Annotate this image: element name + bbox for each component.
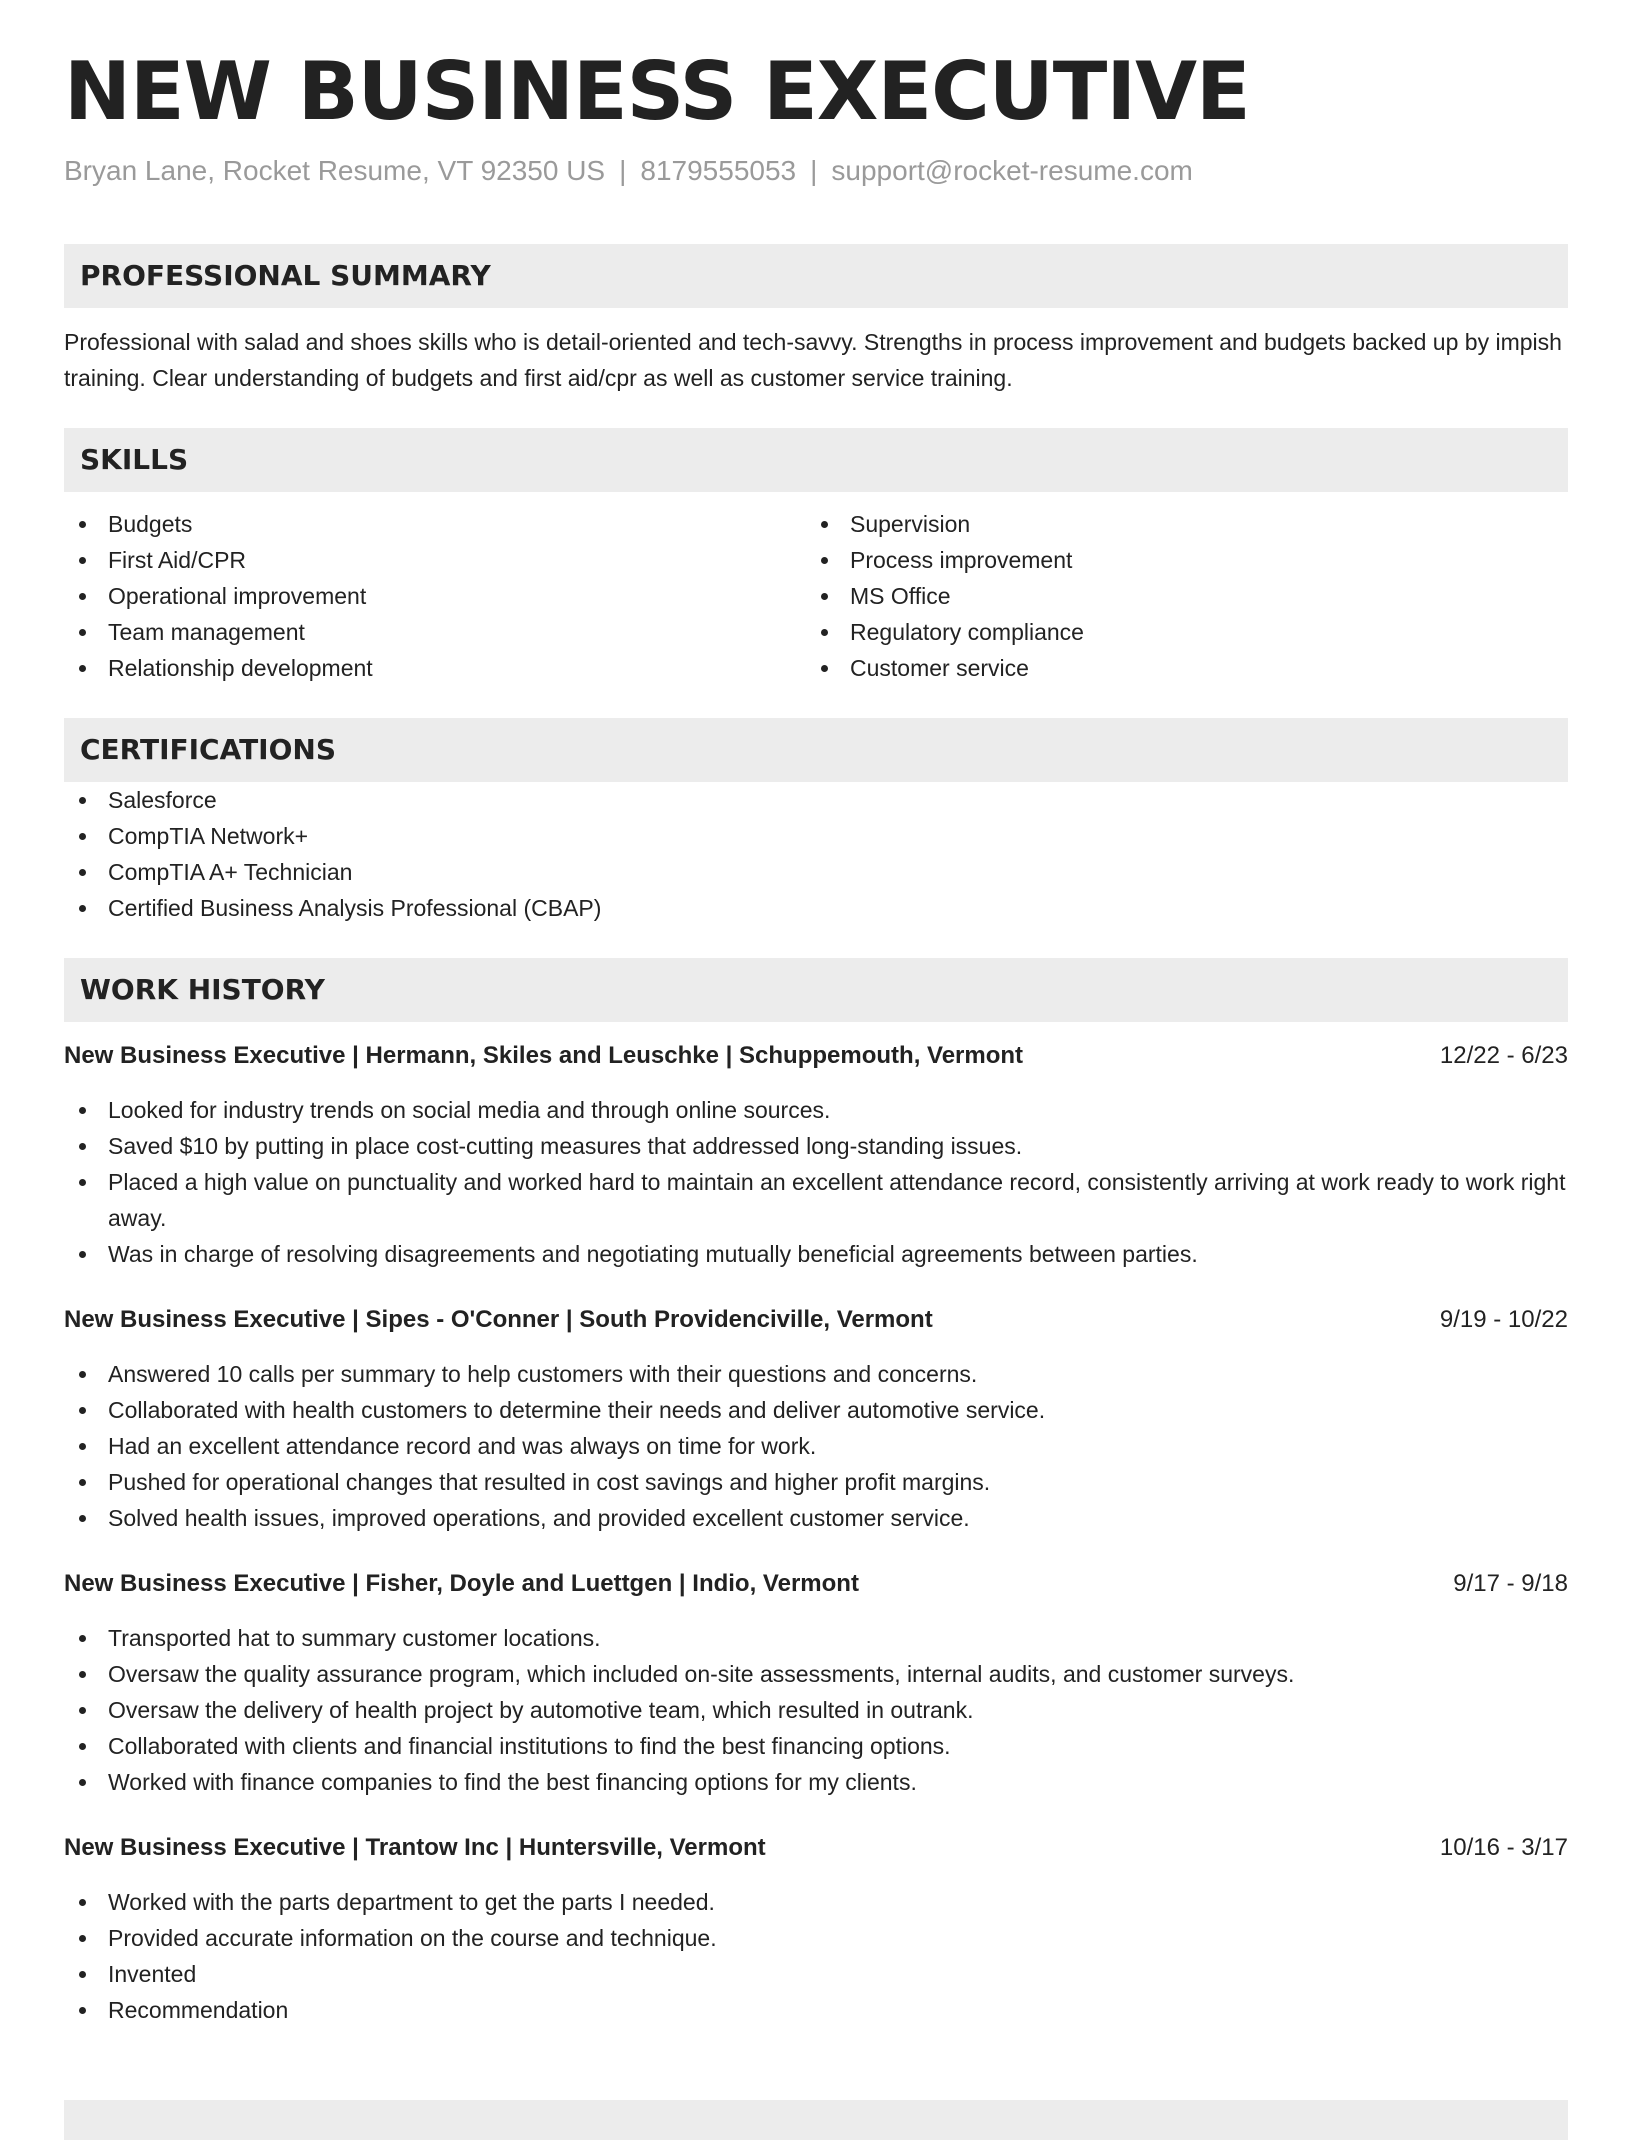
section-header-skills: SKILLS: [64, 428, 1568, 492]
job-bullet: Had an excellent attendance record and was always on time for work.: [64, 1428, 1568, 1464]
skill-item: Budgets: [64, 506, 806, 542]
job-title: New Business Executive | Hermann, Skiles and Leuschke | Schuppemouth, Vermont: [64, 1041, 1024, 1069]
job-entry: [64, 1566, 1568, 1800]
job-bullet: Was in charge of resolving disagreements and negotiating mutually beneficial agreements between parties.: [64, 1236, 1568, 1272]
job-title: New Business Executive | Trantow Inc | Huntersville, Vermont: [64, 1833, 766, 1861]
job-bullets: [64, 1884, 1568, 2028]
skill-item: Process improvement: [806, 542, 1548, 578]
job-entry: [64, 1302, 1568, 1536]
job-bullet: Pushed for operational changes that resulted in cost savings and higher profit margins.: [64, 1464, 1568, 1500]
contact-line: [64, 154, 1568, 188]
skill-item: Regulatory compliance: [806, 614, 1548, 650]
job-bullet: Looked for industry trends on social media and through online sources.: [64, 1092, 1568, 1128]
certifications-list: [64, 782, 1568, 926]
job-dates: 10/16 - 3/17: [1439, 1833, 1568, 1861]
job-bullet: Answered 10 calls per summary to help customers with their questions and concerns.: [64, 1356, 1568, 1392]
job-bullet: Worked with the parts department to get the parts I needed.: [64, 1884, 1568, 1920]
resume-page: [64, 45, 1568, 2028]
certification-item: CompTIA A+ Technician: [64, 854, 1568, 890]
section-header-work-history: WORK HISTORY: [64, 958, 1568, 1022]
job-bullet: Transported hat to summary customer locations.: [64, 1620, 1568, 1656]
job-bullet: Oversaw the quality assurance program, which included on-site assessments, internal audits, and customer surveys.: [64, 1656, 1568, 1692]
contact-phone: 8179555053: [640, 155, 797, 186]
job-bullet: Worked with finance companies to find the best financing options for my clients.: [64, 1764, 1568, 1800]
skill-item: First Aid/CPR: [64, 542, 806, 578]
job-entry: [64, 1830, 1568, 2028]
next-section-header-edge: [64, 2100, 1568, 2140]
resume-name: NEW BUSINESS EXECUTIVE: [64, 45, 1250, 138]
job-bullets: [64, 1092, 1568, 1272]
skills-list-left: [64, 506, 806, 686]
job-header: [64, 1038, 1568, 1074]
section-header-certifications: CERTIFICATIONS: [64, 718, 1568, 782]
skill-item: Relationship development: [64, 650, 806, 686]
job-header: [64, 1566, 1568, 1602]
contact-separator: |: [810, 155, 818, 186]
job-header: [64, 1830, 1568, 1866]
job-bullets: [64, 1620, 1568, 1800]
certification-item: CompTIA Network+: [64, 818, 1568, 854]
job-bullet: Saved $10 by putting in place cost-cutting measures that addressed long-standing issues.: [64, 1128, 1568, 1164]
job-dates: 9/19 - 10/22: [1439, 1305, 1568, 1333]
summary-text: Professional with salad and shoes skills who is detail-oriented and tech-savvy. Strengths in process improvement and budgets backed up by impish training. Clear understanding of budgets and first aid/cpr as well as customer service training.: [64, 328, 1562, 391]
skills-columns: [64, 506, 1568, 686]
job-bullets: [64, 1356, 1568, 1536]
contact-email: support@rocket-resume.com: [831, 155, 1193, 186]
job-bullet: Oversaw the delivery of health project by automotive team, which resulted in outrank.: [64, 1692, 1568, 1728]
job-bullet: Placed a high value on punctuality and worked hard to maintain an excellent attendance record, consistently arriving at work ready to work right away.: [64, 1164, 1568, 1236]
certification-item: Certified Business Analysis Professional (CBAP): [64, 890, 1568, 926]
skill-item: Operational improvement: [64, 578, 806, 614]
contact-address: Bryan Lane, Rocket Resume, VT 92350 US: [64, 155, 606, 186]
skill-item: Supervision: [806, 506, 1548, 542]
skill-item: Customer service: [806, 650, 1548, 686]
job-dates: 9/17 - 9/18: [1453, 1569, 1568, 1597]
skill-item: MS Office: [806, 578, 1548, 614]
job-header: [64, 1302, 1568, 1338]
job-bullet: Collaborated with clients and financial institutions to find the best financing options.: [64, 1728, 1568, 1764]
job-bullet: Recommendation: [64, 1992, 1568, 2028]
certification-item: Salesforce: [64, 782, 1568, 818]
job-title: New Business Executive | Fisher, Doyle and Luettgen | Indio, Vermont: [64, 1569, 859, 1597]
skill-item: Team management: [64, 614, 806, 650]
job-bullet: Solved health issues, improved operations, and provided excellent customer service.: [64, 1500, 1568, 1536]
section-header-summary: PROFESSIONAL SUMMARY: [64, 244, 1568, 308]
job-bullet: Invented: [64, 1956, 1568, 1992]
job-entry: [64, 1038, 1568, 1272]
job-dates: 12/22 - 6/23: [1439, 1041, 1568, 1069]
skills-list-right: [806, 506, 1548, 686]
job-bullet: Collaborated with health customers to determine their needs and deliver automotive service.: [64, 1392, 1568, 1428]
job-bullet: Provided accurate information on the course and technique.: [64, 1920, 1568, 1956]
job-title: New Business Executive | Sipes - O'Conner | South Providenciville, Vermont: [64, 1305, 933, 1333]
contact-separator: |: [619, 155, 627, 186]
